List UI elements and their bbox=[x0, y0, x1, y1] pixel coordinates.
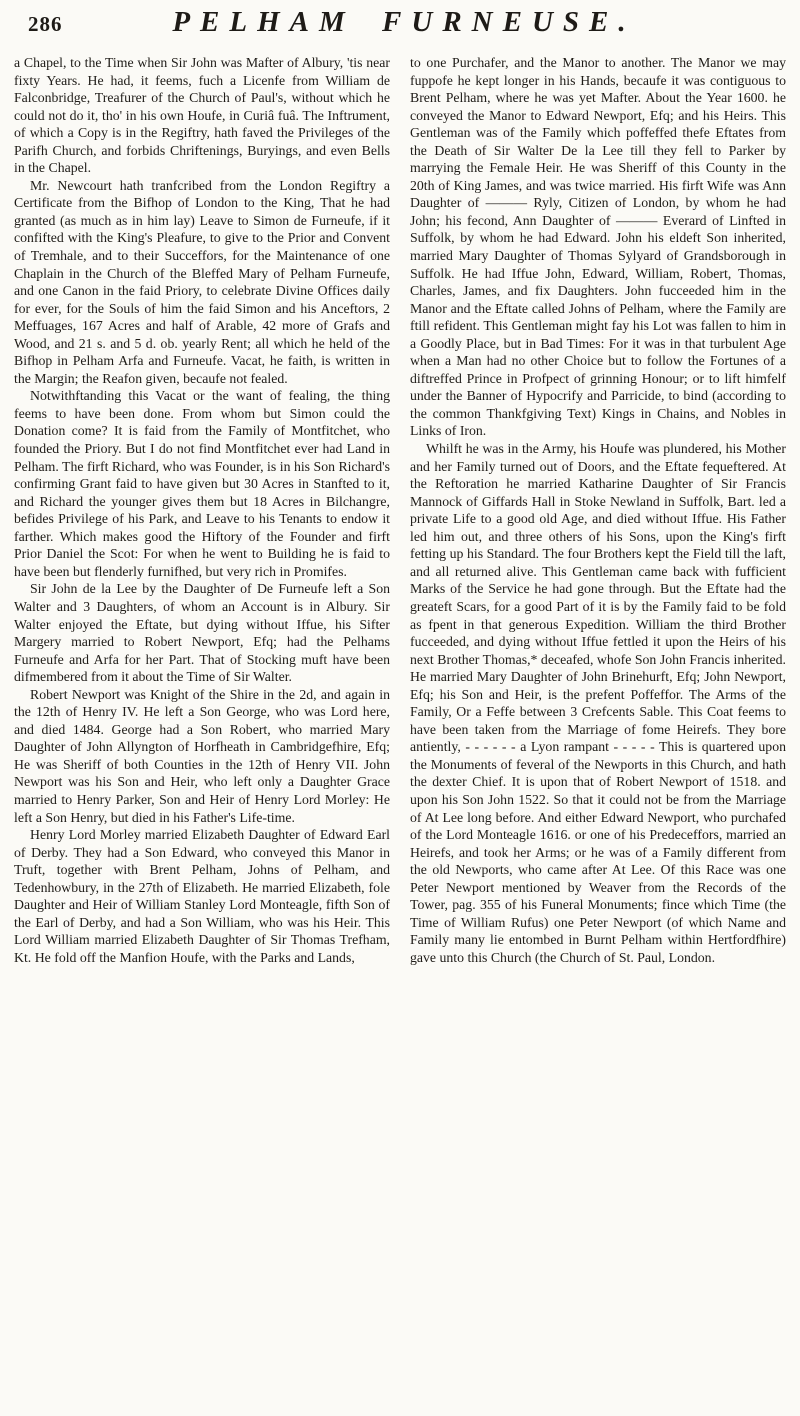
paragraph: to one Purchafer, and the Manor to another. The Manor we may fuppofe he kept longer in his Hands, becaufe it was contiguous to Brent Pelham, where he was yet Mafter. About the Year 1600. he conveyed the Manor to Edward Newport, Efq; and his Heirs. This Gentleman was of the Family which poffeffed thefe Eftates from the Death of Sir Walter De la Lee till they fell to Parker by marrying the Female Heir. He was Sheriff of this County in the 20th of King James, and was twice married. His firft Wife was Ann Daughter of ——— Ryly, Citizen of London, by whom he had John; his fecond, Ann Daughter of ——— Everard of Linfted in Suffolk, by whom he had Edward. John his eldeft Son inherited, married Mary Daughter of Thomas Sylyard of Grandsborough in Suffolk. He had Iffue John, Edward, William, Robert, Thomas, Charles, James, and fix Daughters. John fucceeded him in the Manor and the Eftate called Johns of Pelham, where the Family are ftill refident. This Gentleman might fay his Lot was fallen to him in a Goodly Place, but in Bad Times: For it was in that turbulent Age when a Man had no other Choice but to follow the Fortunes of a diftreffed Prince in Profpect of grinning Honour; or to lift himfelf under the Banner of Hypocrify and Parricide, to bind (according to the common Thankfgiving Text) Kings in Chains, and Nobles in Links of Iron. bbox=[410, 55, 786, 439]
page-header bbox=[28, 6, 780, 50]
page-number: 286 bbox=[28, 12, 63, 36]
paragraph: Sir John de la Lee by the Daughter of De Furneufe left a Son Walter and 3 Daughters, of whom an Account is in Albury. Sir Walter enjoyed the Eftate, but dying without Iffue, his Sifter Margery married to Robert Newport, Efq; had the Pelhams Furneufe and Arfa for her Part. That of Stocking muft have been difmembered from it about the Time of Sir Walter. bbox=[14, 581, 390, 685]
paragraph: a Chapel, to the Time when Sir John was Mafter of Albury, 'tis near fixty Years. He had, it feems, fuch a Licenfe from William de Falconbridge, Treafurer of the Church of Paul's, without which he could not do it, tho' in his own Houfe, in Curiâ fuâ. The Inftrument, of which a Copy is in the Regiftry, hath faved the Privileges of the Parifh Church, and forbids Chriftenings, Buryings, and even Bells in the Chapel. bbox=[14, 55, 390, 176]
paragraph: Henry Lord Morley married Elizabeth Daughter of Edward Earl of Derby. They had a Son Edward, who conveyed this Manor in Truft, together with Brent Pelham, Johns of Pelham, and Tedenhowbury, in the 27th of Elizabeth. He married Elizabeth, fole Daughter and Heir of William Stanley Lord Monteagle, fifth Son of the Earl of Derby, and had a Son William, who was his Heir. This Lord William married Elizabeth Daughter of Sir Thomas Trefham, Kt. He fold off the Manfion Houfe, with the Parks and Lands, bbox=[14, 827, 390, 965]
right-column bbox=[410, 54, 786, 966]
paragraph: Whilft he was in the Army, his Houfe was plundered, his Mother and her Family turned out of Doors, and the Eftate fequeftered. At the Reftoration he married Katharine Daughter of Sir Francis Mannock of Giffards Hall in Stoke Newland in Suffolk, Bart. led a private Life to a good old Age, and died without Iffue. His Father led him out, and three others of his Sons, upon the King's firft fetting up his Standard. The four Brothers kept the Field till the laft, and all returned alive. This Gentleman came back with fufficient Marks of the Service he had gone through. But the Eftate had the greateft Scars, for a good Part of it is by the Family faid to be fold as fpent in that generous Expedition. William the third Brother fucceeded, and dying without Iffue fettled it upon the Heirs of his next Brother Thomas,* deceafed, whofe Son John Francis inherited. He married Mary Daughter of John Brinehurft, Efq; John Newport, Efq; his Son and Heir, is the prefent Poffeffor. The Arms of the Family, Or a Feffe between 3 Crefcents Sable. This Coat feems to have been taken from the Marriage of fome Heirefs. They bore antiently, - - - - - - a Lyon rampant - - - - - This is quartered upon the Monuments of feveral of the Newports in this Church, and hath the dexter Chief. It is upon that of Robert Newport of 1518. and upon his Son John 1522. So that it could not be from the Marriage of At Lee long before. And either Edward Newport, who purchafed of the Lord Monteagle 1616. or one of his Predeceffors, married an Heirefs, and took her Arms; or he was of a Family different from the old Newports, who came after At Lee. Of this Race was one Peter Newport mentioned by Weaver from the Records of the Tower, pag. 355 of his Funeral Monuments; fince which Time (the Time of William Rufus) one Peter Newport (of which Name and Family many lie entombed in Burnt Pelham within Hertfordfhire) gave unto this Church (the Church of St. Paul, London. bbox=[410, 441, 786, 965]
paragraph: Robert Newport was Knight of the Shire in the 2d, and again in the 12th of Henry IV. He left a Son George, who was Lord here, and died 1484. George had a Son Robert, who married Mary Daughter of John Allyngton of Horfheath in Cambridgefhire, Efq; He was Sheriff of both Counties in the 12th of Henry VII. John Newport was his Son and Heir, who left only a Daughter Grace married to Henry Parker, Son and Heir of Henry Lord Morley: He left a Son Henry, but died in his Father's Life-time. bbox=[14, 686, 390, 825]
running-title: PELHAM FURNEUSE. bbox=[172, 6, 636, 38]
left-column bbox=[14, 54, 390, 966]
paragraph: Notwithftanding this Vacat or the want of fealing, the thing feems to have been done. From whom but Simon could the Donation come? It is faid from the Family of Montfitchet, who founded the Priory. But I do not find Montfitchet ever had Land in Pelham. The firft Richard, who was Founder, is in his Son Richard's confirming Grant faid to have given but 30 Acres in Stanfted to it, and Richard the younger gives them but 18 Acres in Bilchangre, befides Privilege of his Park, and Leave to his Tenants to endow it farther. Which makes good the Hiftory of the Founder and firft Prior Daniel the Scot: For when he went to Building he is faid to have been but flenderly furnifhed, but very rich in Promifes. bbox=[14, 388, 390, 579]
paragraph: Mr. Newcourt hath tranfcribed from the London Regiftry a Certificate from the Bifhop of London to the King, That he had granted (as much as in him lay) Leave to Simon de Furneufe, if it confifted with the King's Pleafure, to give to the Prior and Convent of Tremhale, and to their Succeffors, for the Maintenance of one Chaplain in the Church of the Bleffed Mary of Pelham Furneufe, and one Canon in the faid Priory, to celebrate Divine Offices daily for ever, for the Souls of him the faid Simon and his Anceftors, 2 Meffuages, 167 Acres and half of Arable, 42 more of Grafs and Wood, and 21 s. and 5 d. ob. yearly Rent; all which he held of the Bifhop in Pelham Arfa and Furneufe. Vacat, he faith, is written in the Margin; the Reafon given, becaufe not fealed. bbox=[14, 177, 390, 386]
